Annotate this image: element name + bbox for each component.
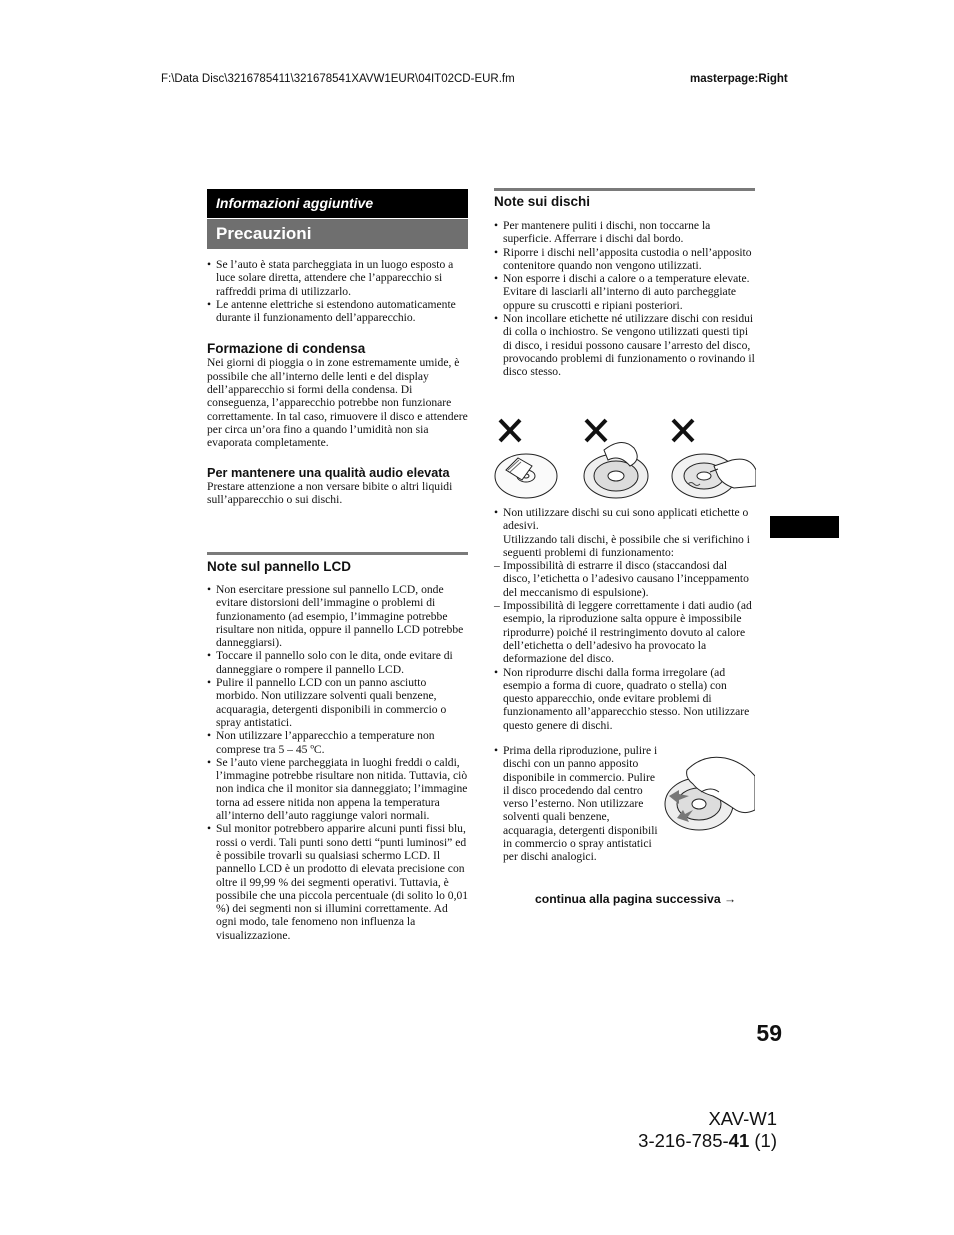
pulizia-section <box>494 744 664 864</box>
list-item: • Toccare il pannello solo con le dita, onde evitare di danneggiare o rompere il pannello LCD. <box>207 649 469 676</box>
disc-ink-icon <box>672 454 756 498</box>
list-item: • Non esporre i dischi a calore o a temperature elevate. Evitare di lasciarli all’interno di auto parcheggiate oppure su cruscotti e ripiani posteriori. <box>494 272 756 312</box>
list-item: • Non esercitare pressione sul pannello LCD, onde evitare distorsioni dell’immagine o problemi di funzionamento (ad esempio, l’immagine potrebbe risultare non nitida, oppure il pannello LCD potrebbe danneggiarsi). <box>207 583 469 649</box>
dischi-section <box>494 194 756 379</box>
section-rule <box>494 188 755 191</box>
pulizia-list <box>494 744 664 864</box>
file-path: F:\Data Disc\3216785411\321678541XAVW1EUR\04IT02CD-EUR.fm <box>161 73 515 85</box>
lcd-heading: Note sul pannello LCD <box>207 559 352 574</box>
list-item: • Non incollare etichette né utilizzare dischi con residui di colla o inchiostro. Se vengono utilizzati questi tipi di disco, i residui possono causare l’arresto del disco, provocando problemi di funzionamento o rovinando il disco stesso. <box>494 312 756 378</box>
adesivi-list <box>494 506 756 732</box>
page-number: 59 <box>756 1020 782 1046</box>
dischi-heading: Note sui dischi <box>494 194 591 209</box>
lcd-section <box>207 559 469 942</box>
continue-note: continua alla pagina successiva → <box>535 892 737 906</box>
cross-icon <box>500 420 520 441</box>
list-item: • Sul monitor potrebbero apparire alcuni punti fissi blu, rossi o verdi. Tali punti sono detti “punti luminosi” ed è possibile trovarli su qualsiasi schermo LCD. Il pannello LCD è un prodotto di elevata precisione con oltre il 99,99 % dei segmenti operativi. Tuttavia, è possibile che una piccola percentuale (di solito lo 0,01 %) dei segmenti non si illumini correttamente. Ad ogni modo, tale fenomeno non influenza la visualizzazione. <box>207 822 469 942</box>
qualita-text: Prestare attenzione a non versare bibite o altri liquidi sull’apparecchio o sui dischi. <box>207 479 453 506</box>
list-item: – Impossibilità di leggere correttamente i dati audio (ad esempio, la riproduzione salta oppure è impossibile riprodurre) poiché il restringimento dovuto al calore dell’etichetta o dell’adesivo ha provocato la deformazione del disco. <box>494 599 756 665</box>
intro-list <box>207 258 469 324</box>
list-item: • Se l’auto è stata parcheggiata in un luogo esposto a luce solare diretta, attendere che l’apparecchio si raffreddi prima di utilizzarlo. <box>207 258 469 298</box>
dischi-section-2 <box>494 506 756 732</box>
problem-list <box>494 559 756 665</box>
list-item: • Se l’auto viene parcheggiata in luoghi freddi o caldi, l’immagine potrebbe risultare non nitida. Tuttavia, ciò non indica che il monitor sia danneggiato; l’immagine torna ad essere nitida non appena la temperatura all’interno dell’auto raggiunge valori normali. <box>207 756 469 822</box>
disc-warning-illustration <box>492 414 756 502</box>
disc-label-icon <box>495 454 557 498</box>
list-item: • Non utilizzare l’apparecchio a temperature non comprese tra 5 – 45 ºC. <box>207 729 469 756</box>
left-column <box>207 258 469 506</box>
section-rule <box>207 552 468 555</box>
part-code: 3-216-785-41 (1) <box>638 1130 777 1151</box>
qualita-heading: Per mantenere una qualità audio elevata <box>207 465 450 480</box>
condensa-heading: Formazione di condensa <box>207 341 366 357</box>
dischi-list <box>494 219 756 379</box>
section-category: Informazioni aggiuntive <box>207 189 468 218</box>
page-title: Precauzioni <box>207 219 468 249</box>
list-item: • Riporre i dischi nell’apposita custodia o nell’apposito contenitore quando non vengono utilizzati. <box>494 246 756 273</box>
disc-cleaning-illustration <box>663 752 755 832</box>
condensa-text: Nei giorni di pioggia o in zone estremamente umide, è possibile che all’interno delle lenti e del display dell’apparecchio si formi della condensa. Di conseguenza, l’apparecchio potrebbe non funzionare correttamente. In tal caso, rimuovere il disco e attendere per circa un’ora fino a quando l’umidità non sia evaporata completamente. <box>207 356 468 450</box>
cross-icon <box>673 420 693 441</box>
disc-sticker-icon <box>584 442 648 498</box>
masterpage-label: masterpage:Right <box>690 73 788 85</box>
lcd-list <box>207 583 469 942</box>
cross-icon <box>586 420 606 441</box>
thumb-tab <box>770 516 839 538</box>
list-item: • Per mantenere puliti i dischi, non toccarne la superficie. Afferrare i dischi dal bordo. <box>494 219 756 246</box>
list-item: – Impossibilità di estrarre il disco (staccandosi dal disco, l’etichetta o l’adesivo causano l’inceppamento del meccanismo di espulsione). <box>494 559 756 599</box>
list-item: • Le antenne elettriche si estendono automaticamente durante il funzionamento dell’apparecchio. <box>207 298 469 325</box>
model-name: XAV-W1 <box>708 1108 777 1129</box>
list-item: • Pulire il pannello LCD con un panno asciutto morbido. Non utilizzare solventi quali benzene, acquaragia, detergenti disponibili in commercio o spray antistatici. <box>207 676 469 729</box>
list-item: • Non utilizzare dischi su cui sono applicati etichette o adesivi. Utilizzando tali dischi, è possibile che si verifichino i seguenti problemi di funzionamento: – Impossibilità di estrarre il disco (staccandosi dal disco, l’etichetta o l’adesivo causano l’inceppamento del meccanismo di espulsione). – Impossibilità di leggere correttamente i dati audio (ad esempio, la riproduzione salta oppure è impossibile riprodurre) poiché il restringimento dovuto al calore dell’etichetta o dell’adesivo ha provocato la deformazione del disco. <box>494 506 756 666</box>
list-item: • Prima della riproduzione, pulire i dischi con un panno apposito disponibile in commercio. Pulire il disco procedendo dal centro verso l’esterno. Non utilizzare solventi quali benzene, acquaragia, detergenti disponibili in commercio o spray antistatici per dischi analogici. <box>494 744 664 864</box>
list-item: • Non riprodurre dischi dalla forma irregolare (ad esempio a forma di cuore, quadrato o stella) con questo apparecchio, onde evitare problemi di funzionamento all’apparecchio stesso. Non utilizzare questo genere di dischi. <box>494 666 756 732</box>
